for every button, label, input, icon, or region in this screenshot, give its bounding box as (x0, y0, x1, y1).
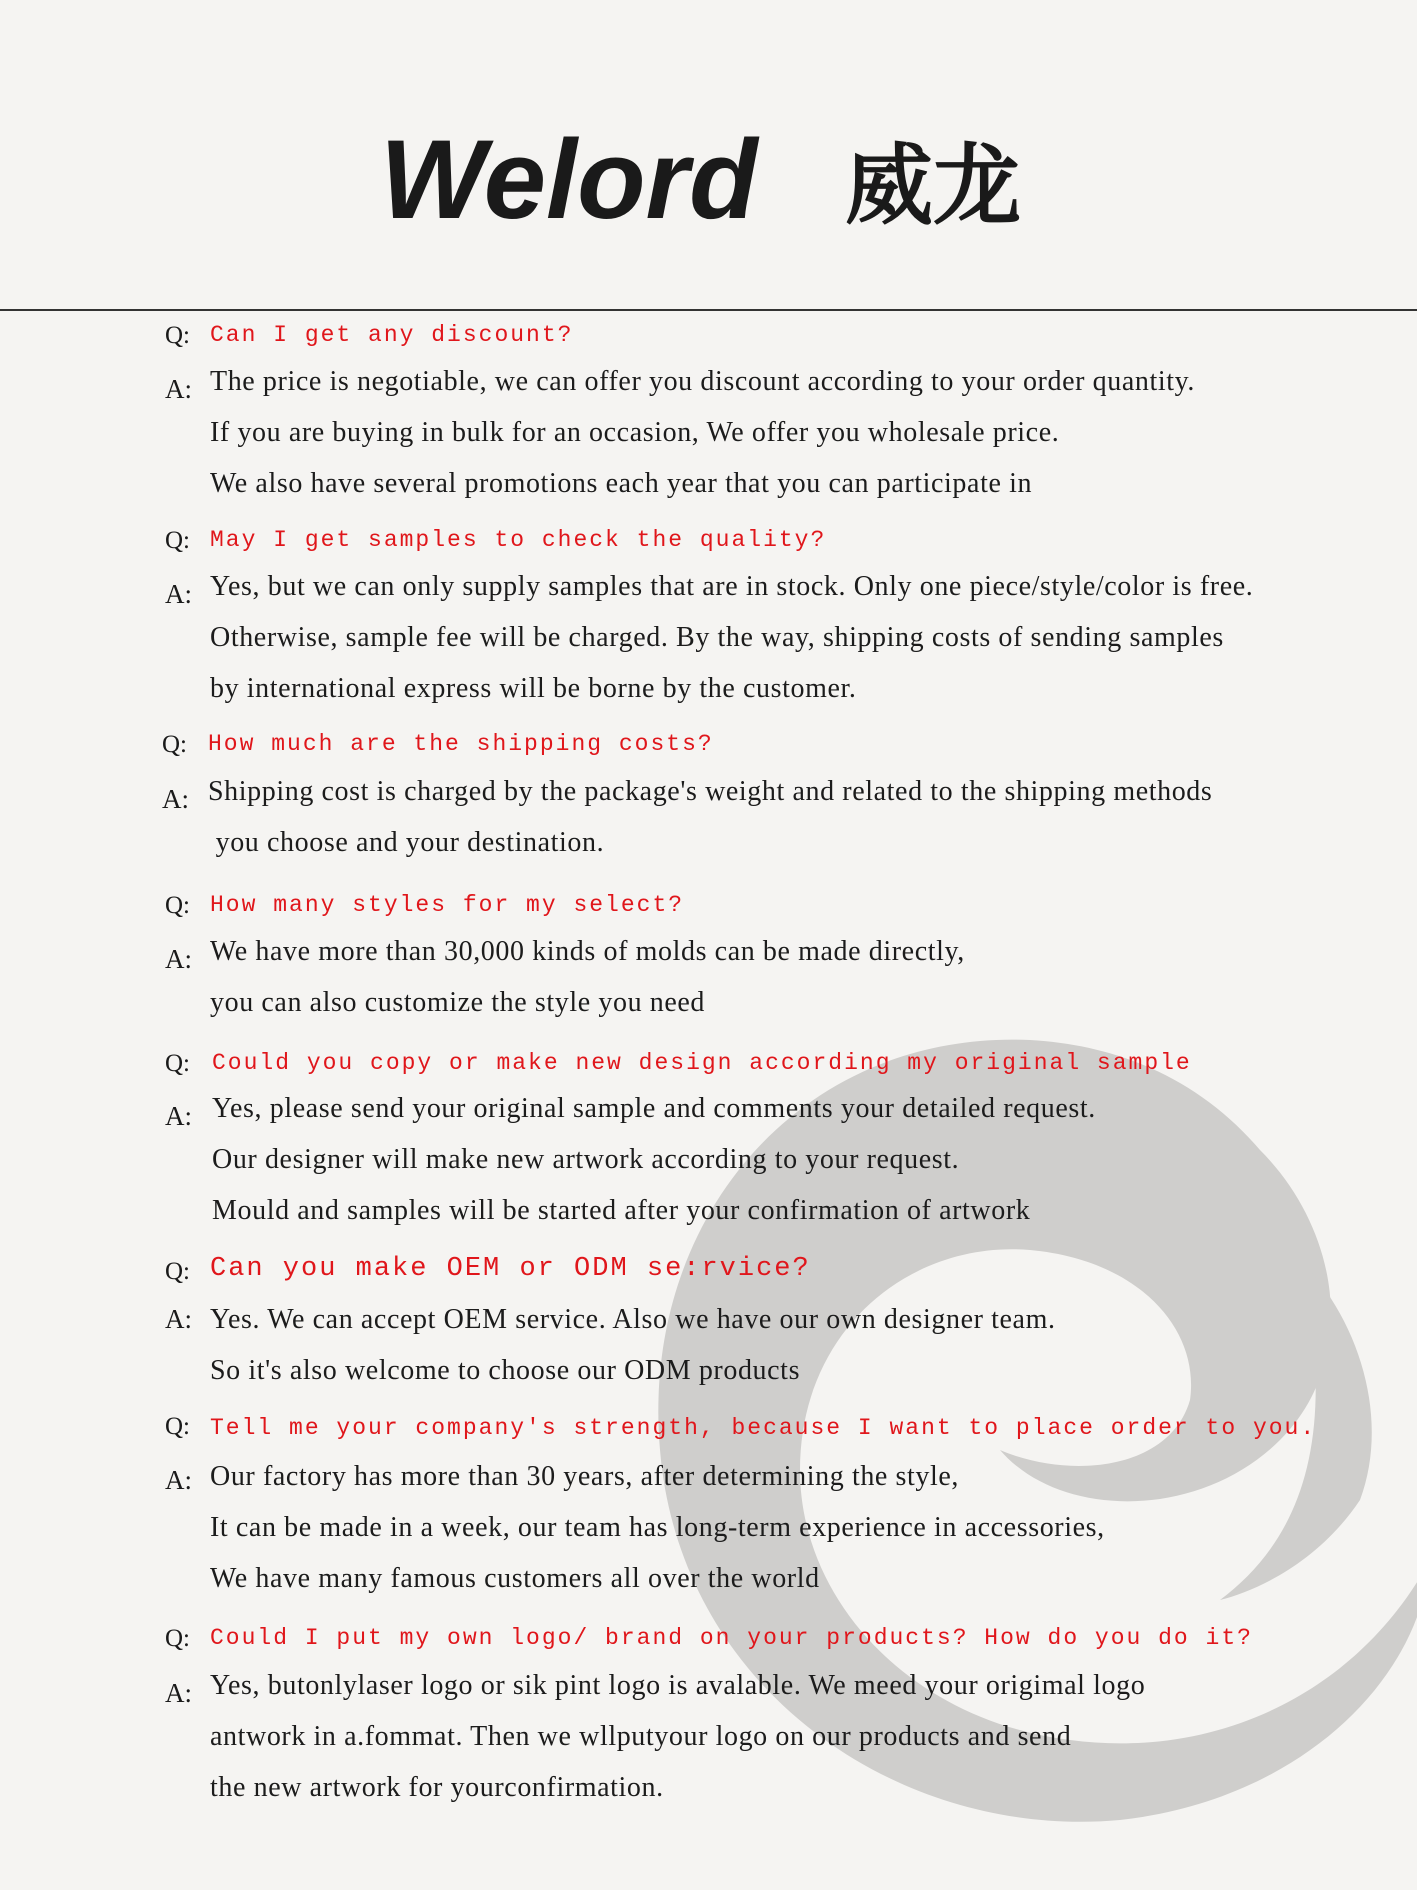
faq-answer-line: Shipping cost is charged by the package's weight and related to the shipping methods (208, 776, 1213, 807)
faq-answer-line: Our designer will make new artwork according to your request. (212, 1144, 960, 1175)
faq-answer-line: Yes, butonlylaser logo or sik pint logo is avalable. We meed your origimal logo (210, 1670, 1146, 1701)
q-label: Q: (165, 892, 190, 919)
a-label: A: (165, 1465, 192, 1495)
faq-answer-line: So it's also welcome to choose our ODM products (210, 1355, 801, 1386)
faq-answer-line: antwork in a.fommat. Then we wllputyour logo on our products and send (210, 1721, 1072, 1752)
header-divider (0, 309, 1417, 311)
faq-answer-line: Mould and samples will be started after your confirmation of artwork (212, 1195, 1031, 1226)
q-label: Q: (165, 1413, 190, 1440)
faq-answer-line: you choose and your destination. (208, 827, 605, 858)
faq-answer-line: We also have several promotions each year that you can participate in (210, 468, 1033, 499)
a-label: A: (165, 1678, 192, 1708)
faq-answer-line: Yes. We can accept OEM service. Also we have our own designer team. (210, 1304, 1056, 1335)
faq-answer-line: by international express will be borne by the customer. (210, 673, 857, 704)
faq-question: Can I get any discount? (210, 322, 574, 348)
welord-logo (380, 118, 1040, 238)
faq-question: How much are the shipping costs? (208, 731, 714, 757)
faq-answer-line: We have many famous customers all over the world (210, 1563, 820, 1594)
faq-question: Could you copy or make new design according my original sample (212, 1050, 1192, 1076)
a-label: A: (165, 944, 192, 974)
a-label: A: (165, 1101, 192, 1131)
faq-question: How many styles for my select? (210, 892, 685, 918)
q-label: Q: (165, 527, 190, 554)
a-label: A: (165, 579, 192, 609)
faq-answer-line: Otherwise, sample fee will be charged. By the way, shipping costs of sending samples (210, 622, 1224, 653)
q-label: Q: (165, 1050, 190, 1077)
q-label: Q: (165, 1625, 190, 1652)
brand-chinese: 威龙 (845, 134, 1022, 237)
faq-answer-line: It can be made in a week, our team has long-term experience in accessories, (210, 1512, 1105, 1543)
faq-answer-line: you can also customize the style you need (210, 987, 706, 1018)
faq-answer-line: Yes, but we can only supply samples that are in stock. Only one piece/style/color is free. (210, 571, 1254, 602)
a-label: A: (165, 374, 192, 404)
faq-question: Tell me your company's strength, because I want to place order to you. (210, 1415, 1317, 1441)
faq-answer-line: the new artwork for yourconfirmation. (210, 1772, 664, 1803)
faq-answer-line: Our factory has more than 30 years, after determining the style, (210, 1461, 960, 1492)
faq-answer-line: Yes, please send your original sample and comments your detailed request. (212, 1093, 1096, 1124)
faq-question: Could I put my own logo/ brand on your products? How do you do it? (210, 1625, 1253, 1651)
q-label: Q: (165, 322, 190, 349)
faq-question: May I get samples to check the quality? (210, 527, 827, 553)
q-label: Q: (165, 1258, 190, 1285)
brand-name: Welord (380, 118, 758, 238)
a-label: A: (162, 784, 189, 814)
a-label: A: (165, 1304, 192, 1334)
q-label: Q: (162, 731, 187, 758)
faq-answer-line: We have more than 30,000 kinds of molds can be made directly, (210, 936, 965, 967)
faq-answer-line: If you are buying in bulk for an occasion, We offer you wholesale price. (210, 417, 1060, 448)
faq-question: Can you make OEM or ODM se:rvice? (210, 1254, 811, 1284)
faq-answer-line: The price is negotiable, we can offer you discount according to your order quantity. (210, 366, 1195, 397)
